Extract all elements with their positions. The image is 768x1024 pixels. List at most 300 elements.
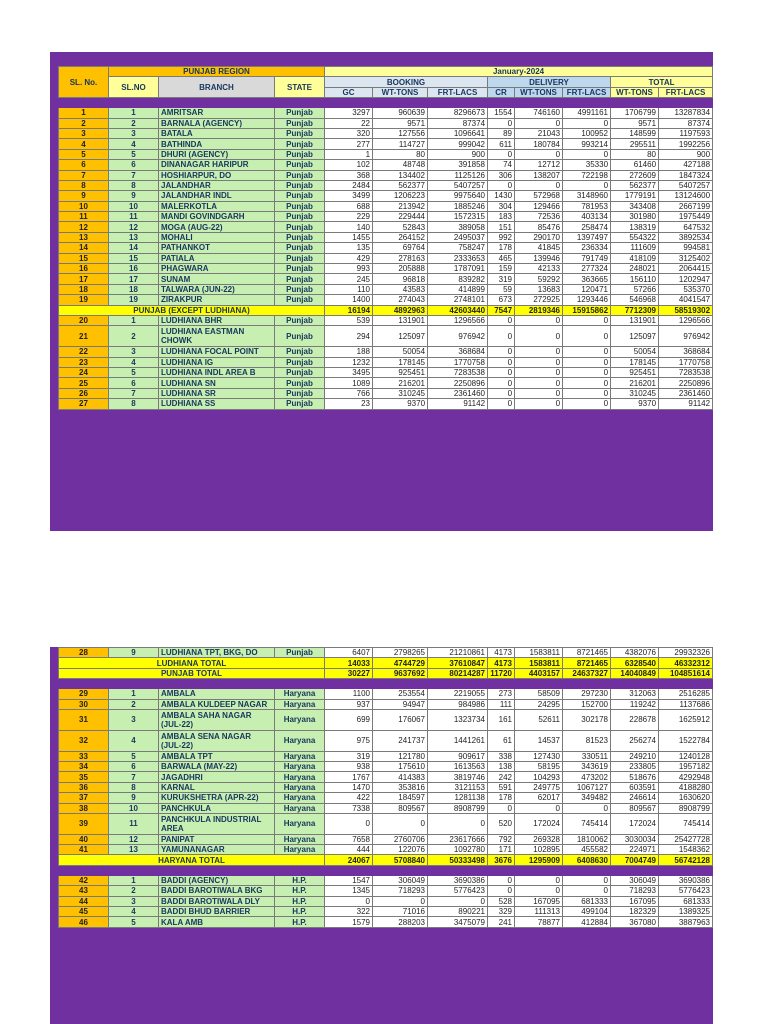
row-sl-no: 42 [59, 875, 109, 885]
table-row [59, 730, 713, 751]
row-twt: 224971 [611, 845, 659, 855]
row-dfrt: 1293446 [563, 295, 611, 305]
row-branch-sl-no: 11 [109, 212, 159, 222]
table-row [59, 896, 713, 906]
row-branch-name: BATALA [159, 128, 275, 138]
row-branch-name: BARWALA (MAY-22) [159, 761, 275, 771]
row-cr: 171 [488, 845, 515, 855]
row-dfrt: 330511 [563, 751, 611, 761]
row-twt: 9571 [611, 118, 659, 128]
row-branch-sl-no: 8 [109, 399, 159, 409]
row-bwt: 809567 [373, 803, 428, 813]
row-cr: 611 [488, 139, 515, 149]
row-dwt: 72536 [515, 212, 563, 222]
row-branch-name: PHAGWARA [159, 264, 275, 274]
row-cr: 242 [488, 772, 515, 782]
row-dfrt: 473202 [563, 772, 611, 782]
spacer-row [59, 865, 713, 875]
subtotal-row-bfrt: 42603440 [428, 305, 488, 315]
row-state: Haryana [275, 699, 325, 709]
row-sl-no: 40 [59, 834, 109, 844]
row-twt: 1779191 [611, 191, 659, 201]
row-bfrt: 7283538 [428, 367, 488, 377]
row-branch-sl-no: 3 [109, 128, 159, 138]
row-bwt: 176067 [373, 709, 428, 730]
row-gc: 3495 [325, 367, 373, 377]
row-dwt: 129466 [515, 201, 563, 211]
row-dwt: 111313 [515, 907, 563, 917]
row-gc: 1470 [325, 782, 373, 792]
row-dfrt: 8721465 [563, 648, 611, 658]
row-dwt: 180784 [515, 139, 563, 149]
row-dfrt: 258474 [563, 222, 611, 232]
row-cr: 591 [488, 782, 515, 792]
row-bwt: 175610 [373, 761, 428, 771]
row-bfrt: 23617666 [428, 834, 488, 844]
row-branch-sl-no: 1 [109, 315, 159, 325]
header-sl-no-2: SL.NO [109, 77, 159, 98]
row-branch-sl-no: 6 [109, 761, 159, 771]
row-tfrt: 2667199 [659, 201, 713, 211]
row-branch-name: LUDHIANA SS [159, 399, 275, 409]
row-cr: 1554 [488, 108, 515, 118]
row-twt: 603591 [611, 782, 659, 792]
subtotal-row [59, 305, 713, 315]
row-tfrt: 1197593 [659, 128, 713, 138]
row-dwt: 12712 [515, 160, 563, 170]
row-bwt: 229444 [373, 212, 428, 222]
row-state: Punjab [275, 108, 325, 118]
row-state: Punjab [275, 357, 325, 367]
header-delivery-wt: WT-TONS [515, 87, 563, 97]
row-dfrt: 745414 [563, 813, 611, 834]
row-branch-name: MOHALI [159, 232, 275, 242]
row-dfrt: 681333 [563, 896, 611, 906]
row-sl-no: 41 [59, 845, 109, 855]
ludhiana-total-row-dwt: 1583811 [515, 658, 563, 668]
row-cr: 0 [488, 875, 515, 885]
row-dfrt: 4991161 [563, 108, 611, 118]
row-branch-sl-no: 4 [109, 907, 159, 917]
row-twt: 256274 [611, 730, 659, 751]
table-row [59, 648, 713, 658]
subtotal-row-bwt: 4892963 [373, 305, 428, 315]
row-twt: 272609 [611, 170, 659, 180]
table-row [59, 180, 713, 190]
row-state: Punjab [275, 284, 325, 294]
row-dwt: 62017 [515, 793, 563, 803]
row-bwt: 1206223 [373, 191, 428, 201]
row-bwt: 253554 [373, 689, 428, 699]
row-gc: 688 [325, 201, 373, 211]
row-bfrt: 2495037 [428, 232, 488, 242]
header-total: TOTAL [611, 77, 713, 87]
table-row [59, 253, 713, 263]
row-state: Haryana [275, 761, 325, 771]
row-gc: 368 [325, 170, 373, 180]
row-state: Punjab [275, 232, 325, 242]
row-sl-no: 29 [59, 689, 109, 699]
row-bwt: 71016 [373, 907, 428, 917]
table-row [59, 347, 713, 357]
header-booking-frt: FRT-LACS [428, 87, 488, 97]
table-row [59, 243, 713, 253]
spacer-row [59, 679, 713, 689]
row-bwt: 925451 [373, 367, 428, 377]
row-twt: 216201 [611, 378, 659, 388]
row-gc: 429 [325, 253, 373, 263]
row-gc: 766 [325, 388, 373, 398]
row-branch-name: HOSHIARPUR, DO [159, 170, 275, 180]
row-bfrt: 2250896 [428, 378, 488, 388]
row-bfrt: 1092780 [428, 845, 488, 855]
table-row [59, 160, 713, 170]
row-tfrt: 3892534 [659, 232, 713, 242]
row-cr: 178 [488, 793, 515, 803]
row-state: Punjab [275, 326, 325, 347]
row-twt: 546968 [611, 295, 659, 305]
haryana-total-row-bwt: 5708840 [373, 855, 428, 865]
row-bwt: 131901 [373, 315, 428, 325]
report-table-page-1 [58, 66, 713, 410]
row-tfrt: 4188280 [659, 782, 713, 792]
row-gc: 319 [325, 751, 373, 761]
row-twt: 301980 [611, 212, 659, 222]
row-bwt: 274043 [373, 295, 428, 305]
row-dfrt: 1810062 [563, 834, 611, 844]
row-tfrt: 368684 [659, 347, 713, 357]
row-branch-name: LUDHIANA TPT, BKG, DO [159, 648, 275, 658]
row-branch-name: AMBALA TPT [159, 751, 275, 761]
row-dwt: 172024 [515, 813, 563, 834]
row-branch-name: SUNAM [159, 274, 275, 284]
row-branch-name: BADDI BHUD BARRIER [159, 907, 275, 917]
row-branch-name: AMBALA [159, 689, 275, 699]
row-gc: 1 [325, 149, 373, 159]
row-cr: 61 [488, 730, 515, 751]
row-bfrt: 1613563 [428, 761, 488, 771]
row-sl-no: 1 [59, 108, 109, 118]
row-dwt: 0 [515, 357, 563, 367]
row-sl-no: 25 [59, 378, 109, 388]
row-branch-name: BARNALA (AGENCY) [159, 118, 275, 128]
row-tfrt: 1202947 [659, 274, 713, 284]
row-cr: 520 [488, 813, 515, 834]
row-bfrt: 890221 [428, 907, 488, 917]
row-bfrt: 839282 [428, 274, 488, 284]
table-row [59, 191, 713, 201]
row-bfrt: 758247 [428, 243, 488, 253]
row-dfrt: 120471 [563, 284, 611, 294]
row-dwt: 139946 [515, 253, 563, 263]
row-dwt: 104293 [515, 772, 563, 782]
row-dwt: 58195 [515, 761, 563, 771]
table-row [59, 761, 713, 771]
row-cr: 0 [488, 378, 515, 388]
row-twt: 310245 [611, 388, 659, 398]
table-row [59, 917, 713, 927]
row-branch-name: BADDI (AGENCY) [159, 875, 275, 885]
row-dfrt: 412884 [563, 917, 611, 927]
row-branch-sl-no: 1 [109, 108, 159, 118]
row-gc: 320 [325, 128, 373, 138]
row-sl-no: 9 [59, 191, 109, 201]
row-bwt: 69764 [373, 243, 428, 253]
row-bfrt: 8296673 [428, 108, 488, 118]
row-tfrt: 1630620 [659, 793, 713, 803]
table-row [59, 388, 713, 398]
row-branch-sl-no: 15 [109, 253, 159, 263]
row-sl-no: 12 [59, 222, 109, 232]
row-bfrt: 976942 [428, 326, 488, 347]
row-sl-no: 36 [59, 782, 109, 792]
row-bwt: 306049 [373, 875, 428, 885]
row-gc: 6407 [325, 648, 373, 658]
row-cr: 319 [488, 274, 515, 284]
row-cr: 673 [488, 295, 515, 305]
row-dwt: 0 [515, 399, 563, 409]
row-state: Punjab [275, 274, 325, 284]
row-dfrt: 499104 [563, 907, 611, 917]
row-sl-no: 34 [59, 761, 109, 771]
row-dfrt: 100952 [563, 128, 611, 138]
row-state: Punjab [275, 160, 325, 170]
row-branch-sl-no: 10 [109, 201, 159, 211]
header-cr: CR [488, 87, 515, 97]
row-dfrt: 363665 [563, 274, 611, 284]
row-dfrt: 0 [563, 118, 611, 128]
row-tfrt: 5407257 [659, 180, 713, 190]
row-tfrt: 2516285 [659, 689, 713, 699]
haryana-total-row [59, 855, 713, 865]
row-tfrt: 13124600 [659, 191, 713, 201]
row-bwt: 52843 [373, 222, 428, 232]
row-tfrt: 25427728 [659, 834, 713, 844]
row-branch-name: LUDHIANA SR [159, 388, 275, 398]
row-sl-no: 28 [59, 648, 109, 658]
row-bwt: 2798265 [373, 648, 428, 658]
row-state: Punjab [275, 201, 325, 211]
table-row [59, 232, 713, 242]
row-gc: 539 [325, 315, 373, 325]
row-tfrt: 1975449 [659, 212, 713, 222]
row-twt: 718293 [611, 886, 659, 896]
report-table-page-2 [58, 647, 713, 928]
subtotal-row-dfrt: 15915862 [563, 305, 611, 315]
row-dfrt: 0 [563, 875, 611, 885]
row-bwt: 216201 [373, 378, 428, 388]
row-tfrt: 976942 [659, 326, 713, 347]
row-dfrt: 302178 [563, 709, 611, 730]
row-branch-sl-no: 3 [109, 347, 159, 357]
row-dfrt: 343619 [563, 761, 611, 771]
row-bwt: 80 [373, 149, 428, 159]
row-cr: 59 [488, 284, 515, 294]
row-twt: 125097 [611, 326, 659, 347]
row-state: Punjab [275, 367, 325, 377]
row-sl-no: 11 [59, 212, 109, 222]
header-booking: BOOKING [325, 77, 488, 87]
row-dfrt: 81523 [563, 730, 611, 751]
row-cr: 338 [488, 751, 515, 761]
row-sl-no: 22 [59, 347, 109, 357]
haryana-total-row-twt: 7004749 [611, 855, 659, 865]
row-twt: 57266 [611, 284, 659, 294]
row-bfrt: 900 [428, 149, 488, 159]
row-branch-name: MANDI GOVINDGARH [159, 212, 275, 222]
row-dwt: 1583811 [515, 648, 563, 658]
row-sl-no: 3 [59, 128, 109, 138]
row-state: Punjab [275, 180, 325, 190]
row-branch-sl-no: 5 [109, 367, 159, 377]
row-tfrt: 8908799 [659, 803, 713, 813]
row-gc: 1089 [325, 378, 373, 388]
row-sl-no: 39 [59, 813, 109, 834]
row-bfrt: 1323734 [428, 709, 488, 730]
row-state: Punjab [275, 388, 325, 398]
haryana-total-row-dwt: 1295909 [515, 855, 563, 865]
row-bfrt: 389058 [428, 222, 488, 232]
punjab-total-row-label: PUNJAB TOTAL [59, 668, 325, 678]
row-bfrt: 2219055 [428, 689, 488, 699]
row-bwt: 278163 [373, 253, 428, 263]
row-cr: 528 [488, 896, 515, 906]
table-row [59, 751, 713, 761]
row-dfrt: 35330 [563, 160, 611, 170]
row-gc: 1547 [325, 875, 373, 885]
row-tfrt: 91142 [659, 399, 713, 409]
row-tfrt: 427188 [659, 160, 713, 170]
row-dwt: 167095 [515, 896, 563, 906]
row-dwt: 746160 [515, 108, 563, 118]
ludhiana-total-row-dfrt: 8721465 [563, 658, 611, 668]
row-state: Haryana [275, 751, 325, 761]
punjab-total-row-dfrt: 24637327 [563, 668, 611, 678]
row-branch-name: BADDI BAROTIWALA DLY [159, 896, 275, 906]
table-row [59, 845, 713, 855]
row-state: Punjab [275, 139, 325, 149]
row-bfrt: 391858 [428, 160, 488, 170]
row-branch-name: PANCHKULA [159, 803, 275, 813]
row-sl-no: 27 [59, 399, 109, 409]
row-gc: 3297 [325, 108, 373, 118]
row-bfrt: 1770758 [428, 357, 488, 367]
row-gc: 1232 [325, 357, 373, 367]
row-sl-no: 13 [59, 232, 109, 242]
row-bfrt: 3819746 [428, 772, 488, 782]
row-cr: 151 [488, 222, 515, 232]
row-branch-name: BADDI BAROTIWALA BKG [159, 886, 275, 896]
row-dfrt: 0 [563, 326, 611, 347]
row-dfrt: 0 [563, 347, 611, 357]
row-branch-name: LUDHIANA BHR [159, 315, 275, 325]
row-dfrt: 3148960 [563, 191, 611, 201]
row-dwt: 249775 [515, 782, 563, 792]
row-state: Punjab [275, 378, 325, 388]
row-bwt: 134402 [373, 170, 428, 180]
row-state: Punjab [275, 347, 325, 357]
row-state: Punjab [275, 118, 325, 128]
subtotal-row-twt: 7712309 [611, 305, 659, 315]
row-dwt: 0 [515, 803, 563, 813]
row-twt: 167095 [611, 896, 659, 906]
row-dwt: 0 [515, 315, 563, 325]
row-cr: 0 [488, 149, 515, 159]
punjab-total-row [59, 668, 713, 678]
row-twt: 148599 [611, 128, 659, 138]
row-gc: 7338 [325, 803, 373, 813]
row-twt: 172024 [611, 813, 659, 834]
row-branch-name: PATIALA [159, 253, 275, 263]
row-branch-sl-no: 4 [109, 139, 159, 149]
row-state: Punjab [275, 212, 325, 222]
subtotal-row-tfrt: 58519302 [659, 305, 713, 315]
row-bwt: 0 [373, 896, 428, 906]
row-branch-name: LUDHIANA INDL AREA B [159, 367, 275, 377]
row-bfrt: 1787091 [428, 264, 488, 274]
table-row [59, 139, 713, 149]
table-row [59, 284, 713, 294]
row-tfrt: 1389325 [659, 907, 713, 917]
header-booking-wt: WT-TONS [373, 87, 428, 97]
row-branch-name: PANCHKULA INDUSTRIAL AREA [159, 813, 275, 834]
row-branch-name: PANIPAT [159, 834, 275, 844]
punjab-total-row-tfrt: 104851614 [659, 668, 713, 678]
row-state: Haryana [275, 845, 325, 855]
row-twt: 4382076 [611, 648, 659, 658]
row-dwt: 0 [515, 149, 563, 159]
row-branch-name: KARNAL [159, 782, 275, 792]
row-cr: 304 [488, 201, 515, 211]
row-bfrt: 8908799 [428, 803, 488, 813]
punjab-total-row-gc: 30227 [325, 668, 373, 678]
row-cr: 0 [488, 399, 515, 409]
row-dwt: 0 [515, 378, 563, 388]
header-sl-no: SL. No. [59, 67, 109, 98]
row-branch-name: AMBALA KULDEEP NAGAR [159, 699, 275, 709]
row-state: Haryana [275, 709, 325, 730]
row-tfrt: 2361460 [659, 388, 713, 398]
row-dwt: 13683 [515, 284, 563, 294]
table-row [59, 128, 713, 138]
row-twt: 182329 [611, 907, 659, 917]
row-tfrt: 1296566 [659, 315, 713, 325]
row-branch-sl-no: 5 [109, 149, 159, 159]
row-tfrt: 1240128 [659, 751, 713, 761]
row-bwt: 960639 [373, 108, 428, 118]
row-dwt: 272925 [515, 295, 563, 305]
row-dfrt: 236334 [563, 243, 611, 253]
row-dfrt: 349482 [563, 793, 611, 803]
row-tfrt: 535370 [659, 284, 713, 294]
row-branch-name: DHURI (AGENCY) [159, 149, 275, 159]
row-sl-no: 33 [59, 751, 109, 761]
row-twt: 554322 [611, 232, 659, 242]
row-branch-sl-no: 2 [109, 886, 159, 896]
row-dwt: 0 [515, 886, 563, 896]
row-bfrt: 368684 [428, 347, 488, 357]
row-bwt: 96818 [373, 274, 428, 284]
row-branch-sl-no: 1 [109, 689, 159, 699]
row-branch-name: KURUKSHETRA (APR-22) [159, 793, 275, 803]
row-gc: 444 [325, 845, 373, 855]
row-bwt: 562377 [373, 180, 428, 190]
row-sl-no: 26 [59, 388, 109, 398]
row-bwt: 2760706 [373, 834, 428, 844]
ludhiana-total-row [59, 658, 713, 668]
row-bfrt: 1281138 [428, 793, 488, 803]
row-dwt: 41845 [515, 243, 563, 253]
